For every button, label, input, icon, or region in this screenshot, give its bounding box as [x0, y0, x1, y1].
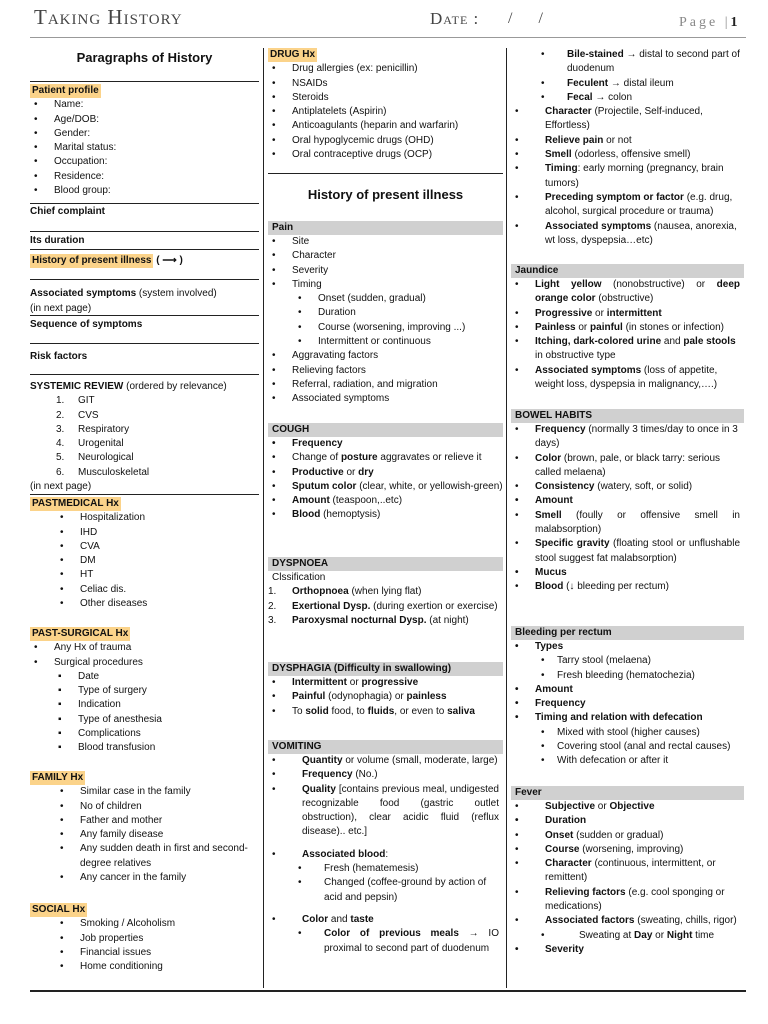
header-rule	[30, 37, 746, 38]
cough-header: COUGH	[268, 423, 503, 437]
list-item: • Frequency (normally 3 times/day to once in 3 days)	[511, 423, 744, 452]
fever-list	[511, 800, 744, 957]
list-item: • Gender:	[30, 127, 259, 141]
list-item: • Marital status:	[30, 141, 259, 155]
hpi-label: History of present illness	[30, 254, 153, 268]
fever-section	[511, 786, 744, 957]
list-item: • Blood (↓ bleeding per rectum)	[511, 580, 744, 594]
list-item: • Name:	[30, 98, 259, 112]
risk-factors: Risk factors	[30, 351, 88, 362]
list-item: • No of children	[30, 800, 259, 814]
list-item: • Color (brown, pale, or black tarry: serious called melaena)	[511, 452, 744, 481]
list-item: • HT	[30, 568, 259, 582]
list-item: • CVA	[30, 540, 259, 554]
list-item: • Timing	[268, 278, 503, 292]
list-item: • Painful (odynophagia) or painless	[268, 690, 503, 704]
divider	[30, 81, 259, 82]
list-item: • Oral hypoglycemic drugs (OHD)	[268, 134, 503, 148]
drug-label: DRUG Hx	[268, 48, 317, 62]
list-item: • Smoking / Alcoholism	[30, 917, 259, 931]
list-item: • Associated symptoms (loss of appetite, weight loss, dyspepsia in malignancy,….)	[511, 364, 744, 393]
list-item: • Intermittent or continuous	[268, 335, 503, 349]
associated-symptoms-row	[30, 287, 259, 301]
list-item: • Residence:	[30, 170, 259, 184]
list-item: • Antiplatelets (Aspirin)	[268, 105, 503, 119]
patient-profile-list	[30, 98, 259, 198]
list-item: • Fresh bleeding (hematochezia)	[511, 669, 744, 683]
list-item: • Father and mother	[30, 814, 259, 828]
page-number: 1	[730, 15, 738, 30]
family-list	[30, 785, 259, 885]
list-item: • Tarry stool (melaena)	[511, 654, 744, 668]
list-item: • Subjective or Objective	[511, 800, 744, 814]
list-item: • Smell (foully or offensive smell in malabsorption)	[511, 509, 744, 538]
list-item: • Blood (hemoptysis)	[268, 508, 503, 522]
drug-section	[268, 48, 503, 162]
list-item: • Any cancer in the family	[30, 871, 259, 885]
social-list	[30, 917, 259, 974]
list-item: • Light yellow (nonobstructive) or deep orange color (obstructive)	[511, 278, 744, 307]
list-item: • IHD	[30, 526, 259, 540]
social-label: SOCIAL Hx	[30, 903, 87, 917]
list-item: 4. Urogenital	[56, 438, 124, 450]
list-item: • Severity	[511, 943, 744, 957]
pastsurgical-section	[30, 627, 259, 756]
fever-header: Fever	[511, 786, 744, 800]
divider	[30, 343, 259, 344]
list-item: • Color and taste	[268, 913, 503, 927]
list-item: • Frequency (No.)	[268, 768, 503, 782]
list-item: • Any sudden death in first and second-degree relatives	[30, 842, 259, 871]
divider	[30, 203, 259, 204]
list-item: ▪ Type of surgery	[30, 684, 259, 698]
divider	[30, 249, 259, 250]
dysphagia-section	[268, 662, 503, 719]
list-item: • Course (worsening, improving)	[511, 843, 744, 857]
list-item: • Anticoagulants (heparin and warfarin)	[268, 119, 503, 133]
pastsurgical-label: PAST-SURGICAL Hx	[30, 627, 130, 641]
list-item: 3. Paroxysmal nocturnal Dysp. (at night)	[268, 614, 469, 626]
list-item: • Home conditioning	[30, 960, 259, 974]
document-title: Taking History	[34, 5, 183, 29]
list-item: • Character	[268, 249, 503, 263]
list-item: • Change of posture aggravates or relieve it	[268, 451, 503, 465]
list-item: 6. Musculoskeletal	[56, 466, 150, 478]
column-divider-1	[263, 48, 264, 988]
column-divider-2	[506, 48, 507, 988]
list-item: • Productive or dry	[268, 466, 503, 480]
list-item: • Fecal → colon	[511, 91, 744, 105]
list-item: • Types	[511, 640, 744, 654]
list-item: • Blood group:	[30, 184, 259, 198]
list-item: • Character (continuous, intermittent, or remittent)	[511, 857, 744, 886]
vomiting-header: VOMITING	[268, 740, 503, 754]
list-item: 2. Exertional Dysp. (during exertion or exercise)	[268, 600, 498, 612]
list-item: • Financial issues	[30, 946, 259, 960]
jaundice-list	[511, 278, 744, 392]
list-item: • Specific gravity (floating stool or unflushable stool suggest fat malabsorption)	[511, 537, 744, 566]
list-item: • Similar case in the family	[30, 785, 259, 799]
list-item: • Frequency	[268, 437, 503, 451]
list-item: • Quality [contains previous meal, undigested recognizable food (gastric outlet obstruction), clear acidic fluid (reflux disease).. etc.]	[268, 783, 503, 840]
pain-section	[268, 221, 503, 407]
section-heading-paragraphs: Paragraphs of History	[76, 50, 213, 65]
list-item: • Age/DOB:	[30, 113, 259, 127]
list-item: • Relieving factors (e.g. cool sponging or medications)	[511, 886, 744, 915]
list-item: • Onset (sudden or gradual)	[511, 829, 744, 843]
list-item: • Consistency (watery, soft, or solid)	[511, 480, 744, 494]
list-item: • Character (Projectile, Self-induced, Effortless)	[511, 105, 744, 134]
list-item: 5. Neurological	[56, 452, 134, 464]
in-next-page-note: (in next page)	[30, 481, 92, 493]
pastmedical-label: PASTMEDICAL Hx	[30, 497, 121, 511]
list-item: • Frequency	[511, 697, 744, 711]
pain-list	[268, 235, 503, 407]
divider	[268, 173, 503, 174]
list-item: • Drug allergies (ex: penicillin)	[268, 62, 503, 76]
list-item: • Aggravating factors	[268, 349, 503, 363]
bleeding-per-rectum-section	[511, 626, 744, 769]
list-item: ▪ Complications	[30, 727, 259, 741]
list-item: • Celiac dis.	[30, 583, 259, 597]
list-item: ▪ Type of anesthesia	[30, 713, 259, 727]
divider	[30, 374, 259, 375]
list-item: ▪ Blood transfusion	[30, 741, 259, 755]
dyspnoea-classification: Clssification	[272, 572, 326, 583]
list-item: • Hospitalization	[30, 511, 259, 525]
list-item: • DM	[30, 554, 259, 568]
list-item: • Mucus	[511, 566, 744, 580]
list-item: • Occupation:	[30, 155, 259, 169]
family-section	[30, 771, 259, 885]
jaundice-header: Jaundice	[511, 264, 744, 278]
list-item: • Severity	[268, 264, 503, 278]
cough-section	[268, 423, 503, 523]
pain-header: Pain	[268, 221, 503, 235]
list-item: • Sputum color (clear, white, or yellowish-green)	[268, 480, 503, 494]
dyspnoea-header: DYSPNOEA	[268, 557, 503, 571]
list-item: • Sweating at Day or Night time	[511, 929, 744, 943]
date-label: Date :	[430, 9, 480, 28]
list-item: • Associated symptoms	[268, 392, 503, 406]
patient-profile-label: Patient profile	[30, 84, 101, 98]
divider	[30, 494, 259, 495]
list-item: • To solid food, to fluids, or even to saliva	[268, 705, 503, 719]
list-item: • Surgical procedures	[30, 656, 259, 670]
list-item: • Relieve pain or not	[511, 134, 744, 148]
dysphagia-header: DYSPHAGIA (Difficulty in swallowing)	[268, 662, 503, 676]
hpi-row	[30, 254, 259, 268]
divider	[30, 315, 259, 316]
list-item: • Amount (teaspoon,..etc)	[268, 494, 503, 508]
list-item: • Itching, dark-colored urine and pale stools in obstructive type	[511, 335, 744, 364]
list-item: • Painless or painful (in stones or infection)	[511, 321, 744, 335]
bowel-habits-list	[511, 423, 744, 595]
list-item: • Associated symptoms (nausea, anorexia, wt loss, dyspepsia…etc)	[511, 220, 744, 249]
list-item: • Covering stool (anal and rectal causes)	[511, 740, 744, 754]
list-item: • Job properties	[30, 932, 259, 946]
list-item: • Bile-stained → distal to second part of duodenum	[511, 48, 744, 77]
list-item: ▪ Indication	[30, 698, 259, 712]
systemic-review-list	[30, 394, 259, 480]
hpi-arrow: ( ⟶ )	[156, 255, 183, 266]
pastsurgical-list	[30, 641, 259, 755]
list-item: • Preceding symptom or factor (e.g. drug, alcohol, surgical procedure or trauma)	[511, 191, 744, 220]
list-item: 2. CVS	[56, 409, 99, 421]
list-item: • Changed (coffee-ground by action of acid and pepsin)	[268, 876, 503, 905]
in-next-page-note: (in next page)	[30, 303, 92, 314]
associated-symptoms-label: Associated symptoms	[30, 288, 137, 299]
list-item: ▪ Date	[30, 670, 259, 684]
page-label: Page |	[679, 15, 731, 30]
list-item: • Duration	[268, 306, 503, 320]
list-item: • Associated factors (sweating, chills, rigor)	[511, 914, 744, 928]
list-item: • Amount	[511, 683, 744, 697]
page-header	[0, 0, 768, 40]
date-slashes: / /	[508, 10, 543, 27]
list-item: • Onset (sudden, gradual)	[268, 292, 503, 306]
list-item: • Other diseases	[30, 597, 259, 611]
divider	[30, 231, 259, 232]
bleeding-header: Bleeding per rectum	[511, 626, 744, 640]
bowel-habits-section	[511, 409, 744, 595]
list-item: • Feculent → distal ileum	[511, 77, 744, 91]
its-duration: Its duration	[30, 235, 85, 246]
divider	[30, 279, 259, 280]
list-item: • Timing and relation with defecation	[511, 711, 744, 725]
list-item: • Course (worsening, improving ...)	[268, 321, 503, 335]
dyspnoea-section	[268, 557, 503, 628]
dyspnoea-list	[268, 585, 503, 628]
list-item: • Duration	[511, 814, 744, 828]
family-label: FAMILY Hx	[30, 771, 85, 785]
pastmedical-section	[30, 497, 259, 611]
list-item: • Color of previous meals → IO proximal to second part of duodenum	[268, 927, 503, 956]
patient-profile-section	[30, 84, 259, 198]
list-item: 3. Respiratory	[56, 423, 130, 435]
list-item: • Amount	[511, 494, 744, 508]
systemic-review-label: SYSTEMIC REVIEW	[30, 381, 124, 392]
social-section	[30, 903, 259, 974]
list-item: • Any family disease	[30, 828, 259, 842]
pastmedical-list	[30, 511, 259, 611]
list-item: • With defecation or after it	[511, 754, 744, 768]
drug-list	[268, 62, 503, 162]
list-item: • Oral contraceptive drugs (OCP)	[268, 148, 503, 162]
list-item: • Any Hx of trauma	[30, 641, 259, 655]
systemic-review-note: (ordered by relevance)	[123, 381, 227, 392]
section-heading-hpi: History of present illness	[307, 187, 464, 202]
chief-complaint: Chief complaint	[30, 206, 106, 217]
footer-rule	[30, 990, 746, 992]
systemic-review-section	[30, 380, 259, 494]
page-indicator	[679, 16, 738, 30]
dysphagia-list	[268, 676, 503, 719]
list-item: • Smell (odorless, offensive smell)	[511, 148, 744, 162]
list-item: 1. Orthopnoea (when lying flat)	[268, 586, 422, 598]
cough-list	[268, 437, 503, 523]
list-item: • Timing: early morning (pregnancy, brain tumors)	[511, 162, 744, 191]
vomiting-list	[268, 754, 503, 956]
list-item: • Quantity or volume (small, moderate, large)	[268, 754, 503, 768]
vomiting-section	[268, 740, 503, 956]
list-item: • Referral, radiation, and migration	[268, 378, 503, 392]
list-item: • Progressive or intermittent	[511, 307, 744, 321]
bleeding-list	[511, 640, 744, 769]
bowel-habits-header: BOWEL HABITS	[511, 409, 744, 423]
list-item: • Fresh (hematemesis)	[268, 862, 503, 876]
sequence-of-symptoms: Sequence of symptoms	[30, 319, 143, 330]
list-item: • NSAIDs	[268, 77, 503, 91]
list-item: • Relieving factors	[268, 364, 503, 378]
list-item: 1. GIT	[56, 395, 95, 407]
jaundice-section	[511, 264, 744, 392]
vomiting-continued	[511, 48, 744, 248]
vomiting-continued-list	[511, 48, 744, 248]
list-item: • Site	[268, 235, 503, 249]
list-item: • Associated blood:	[268, 848, 503, 862]
list-item: • Mixed with stool (higher causes)	[511, 726, 744, 740]
list-item: • Intermittent or progressive	[268, 676, 503, 690]
associated-symptoms-note: (system involved)	[136, 288, 217, 299]
list-item: • Steroids	[268, 91, 503, 105]
